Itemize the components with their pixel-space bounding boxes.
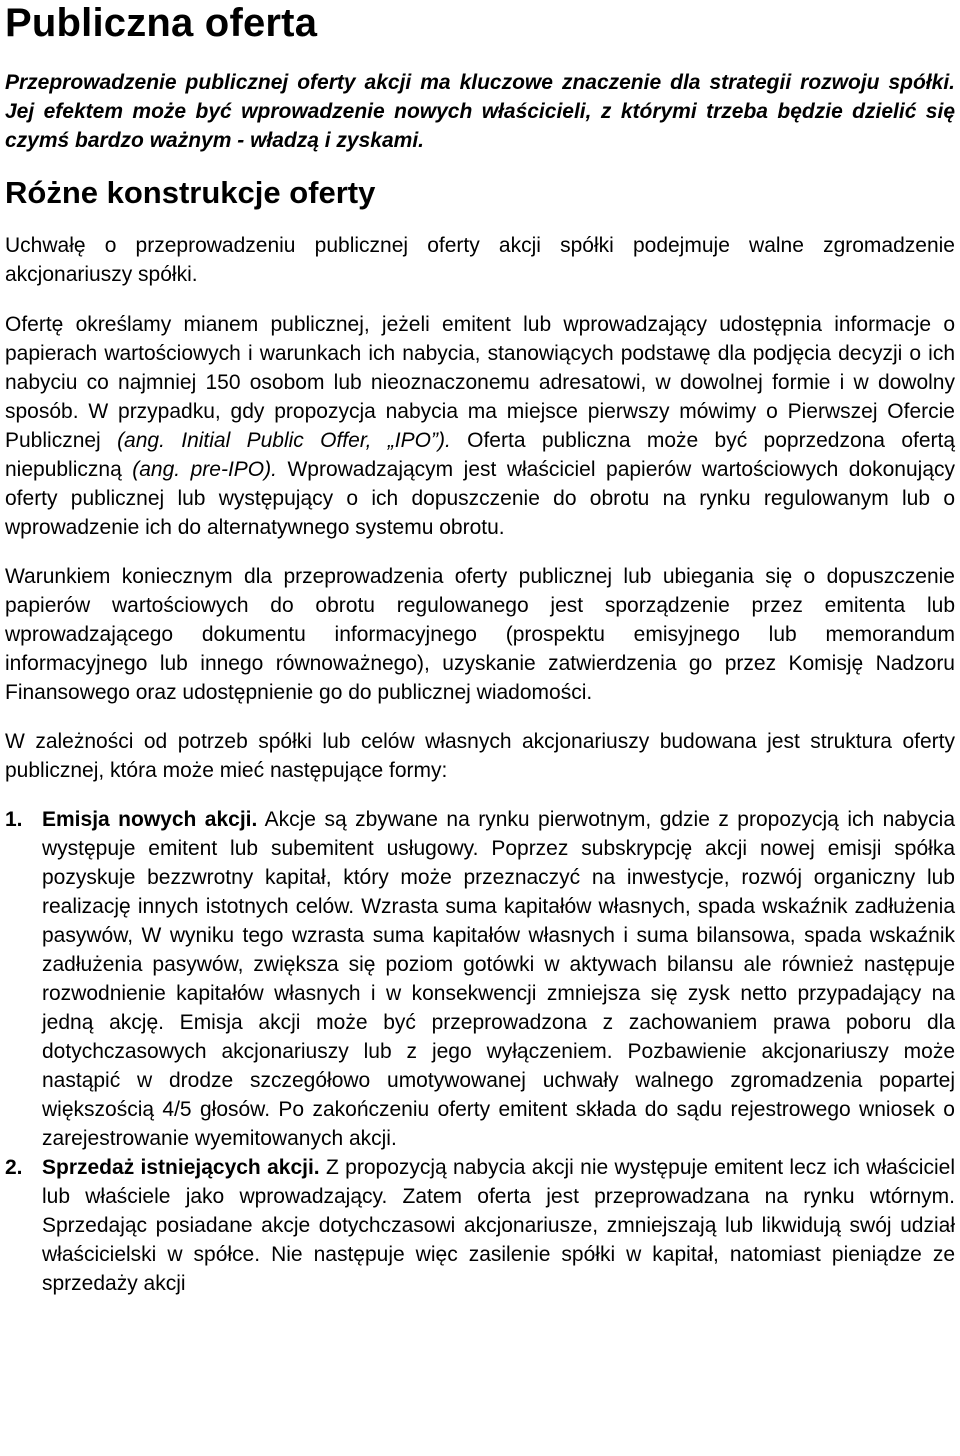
list-item-term: Emisja nowych akcji. xyxy=(42,808,258,831)
offer-text-part2: Oferta publiczna może być poprzedzona ofertą niepubliczną xyxy=(5,429,956,481)
list-item-number: 2. xyxy=(5,1156,23,1179)
conditions-paragraph: Warunkiem koniecznym dla przeprowadzenia oferty publicznej lub ubiegania się o dopuszczenie papierów wartościowych do obrotu regulowanego jest sporządzenie przez emitenta lub wprowadzającego dokumentu informacyjnego (prospektu emisyjnego lub memorandum informacyjnego lub innego równoważnego), uzyskanie zatwierdzenia go przez Komisję Nadzoru Finansowego oraz udostępnienie go do publicznej wiadomości. xyxy=(5,565,955,704)
offer-text-part1: Ofertę określamy mianem publicznej, jeżeli emitent lub wprowadzający udostępnia informacje o papierach wartościowych i warunkach ich nabycia, stanowiących podstawę dla podjęcia decyzji o ich nabyciu co najmniej 150 osobom lub nieoznaczonemu adresatowi, w dowolnej formie i w dowolny sposób. W przypadku, gdy propozycja nabycia ma miejsce pierwszy mówimy o Pierwszej Ofercie Publicznej xyxy=(5,313,955,452)
list-item-text: Akcje są zbywane na rynku pierwotnym, gdzie z propozycją ich nabycia występuje emitent lub subemitent usługowy. Poprzez subskrypcję akcji nowej emisji spółka pozyskuje bezzwrotny kapitał, który może przeznaczyć na inwestycje, rozwój organiczny lub realizację innych istotnych celów. Wzrasta suma kapitałów własnych, spada wskaźnik zadłużenia pasywów, W wyniku tego wzrasta suma kapitałów własnych i suma bilansowa, spada wskaźnik zadłużenia pasywów, zwiększa się poziom gotówki w aktywach bilansu ale również następuje rozwodnienie kapitałów własnych i w konsekwencji zmniejsza się zysk netto przypadający na jedną akcję. Emisja akcji może być przeprowadzona z zachowaniem prawa poboru dla dotychczasowych akcjonariuszy lub z jego wyłączeniem. Pozbawienie akcjonariuszy może nastąpić w drodze szczegółowo umotywowanej uchwały walnego zgromadzenia popartej większością 4/5 głosów. Po zakończeniu oferty emitent składa do sądu rejestrowego wniosek o zarejestrowanie wyemitowanych akcji. xyxy=(42,808,955,1150)
section-heading: Różne konstrukcje oferty xyxy=(5,175,376,210)
page-title: Publiczna oferta xyxy=(5,1,318,45)
list-item xyxy=(5,805,955,1153)
public-offer-paragraph xyxy=(5,310,955,542)
list-item-term: Sprzedaż istniejących akcji. xyxy=(42,1156,320,1179)
pre-ipo-note: (ang. pre-IPO). xyxy=(132,458,277,481)
list-item-number: 1. xyxy=(5,808,23,831)
list-item-text: Z propozycją nabycia akcji nie występuje emitent lecz ich właściciel lub właściele jako wprowadzający. Zatem oferta jest przeprowadzana na rynku wtórnym. Sprzedając posiadane akcje dotychczasowi akcjonariusze, zmniejszają lub likwidują swój udział właścicielski w spółce. Nie następuje więc zasilenie spółki w kapitał, natomiast pieniądze ze sprzedaży akcji xyxy=(42,1156,955,1295)
offer-forms-list xyxy=(5,805,955,1298)
lead-paragraph: Przeprowadzenie publicznej oferty akcji ma kluczowe znaczenie dla strategii rozwoju spółki. Jej efektem może być wprowadzenie nowych właścicieli, z którymi trzeba będzie dzielić się czymś bardzo ważnym - władzą i zyskami. xyxy=(5,71,955,152)
offer-text-part3: Wprowadzającym jest właściciel papierów wartościowych dokonujący oferty publicznej lub występujący o ich dopuszczenie do obrotu na rynku regulowanym lub o wprowadzenie ich do alternatywnego systemu obrotu. xyxy=(5,458,955,539)
document-page xyxy=(5,0,955,1298)
list-item xyxy=(5,1153,955,1298)
resolution-paragraph: Uchwałę o przeprowadzeniu publicznej oferty akcji spółki podejmuje walne zgromadzenie akcjonariuszy spółki. xyxy=(5,234,955,286)
ipo-note: (ang. Initial Public Offer, „IPO”). xyxy=(117,429,451,452)
structure-paragraph: W zależności od potrzeb spółki lub celów własnych akcjonariuszy budowana jest struktura oferty publicznej, która może mieć następujące formy: xyxy=(5,730,955,782)
